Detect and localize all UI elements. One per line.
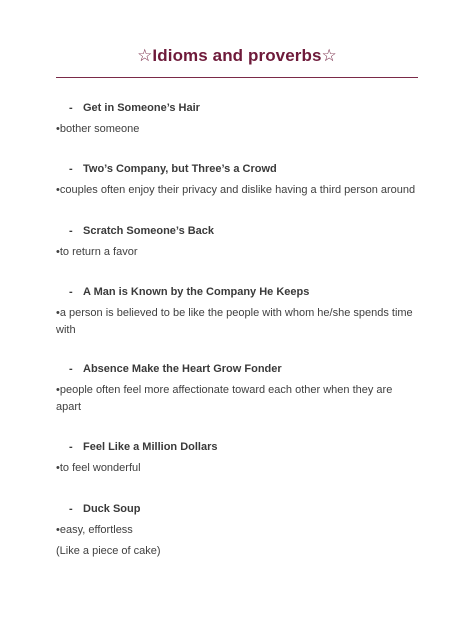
idiom-heading	[56, 224, 418, 238]
idiom-meaning: •to feel wonderful	[56, 462, 141, 474]
idiom-entry	[56, 101, 418, 138]
idiom-text: Get in Someone’s Hair	[83, 102, 200, 114]
idiom-text: Feel Like a Million Dollars	[83, 441, 218, 453]
idiom-meaning: •a person is believed to be like the people with whom he/she spends time with	[56, 307, 413, 336]
idiom-heading	[56, 101, 418, 115]
idiom-heading	[56, 285, 418, 299]
idiom-heading	[56, 440, 418, 454]
list-dash: -	[69, 503, 73, 515]
idiom-heading	[56, 502, 418, 516]
list-dash: -	[69, 441, 73, 453]
idiom-text: Duck Soup	[83, 503, 141, 515]
list-dash: -	[69, 163, 73, 175]
idiom-meaning: •to return a favor	[56, 246, 138, 258]
list-dash: -	[69, 102, 73, 114]
idiom-heading	[56, 162, 418, 176]
document-title: ☆Idioms and proverbs☆	[137, 46, 337, 65]
idiom-text: Scratch Someone’s Back	[83, 225, 215, 237]
idiom-heading	[56, 362, 418, 376]
idiom-text: Two’s Company, but Three’s a Crowd	[83, 163, 277, 175]
idiom-meaning: •easy, effortless	[56, 524, 133, 536]
title-divider	[56, 77, 418, 78]
idiom-text: A Man is Known by the Company He Keeps	[83, 286, 310, 298]
idiom-entry	[56, 502, 418, 560]
idiom-entry	[56, 162, 418, 199]
list-dash: -	[69, 286, 73, 298]
idiom-meaning: •people often feel more affectionate toward each other when they are apart	[56, 384, 393, 413]
idiom-note: (Like a piece of cake)	[56, 545, 161, 557]
idiom-entry	[56, 440, 418, 477]
idiom-text: Absence Make the Heart Grow Fonder	[83, 363, 282, 375]
list-dash: -	[69, 225, 73, 237]
idiom-entry	[56, 362, 418, 416]
idiom-meaning: •couples often enjoy their privacy and dislike having a third person around	[56, 184, 416, 196]
idiom-meaning: •bother someone	[56, 123, 140, 135]
list-dash: -	[69, 363, 73, 375]
idiom-entry	[56, 285, 418, 339]
idiom-entry	[56, 224, 418, 261]
